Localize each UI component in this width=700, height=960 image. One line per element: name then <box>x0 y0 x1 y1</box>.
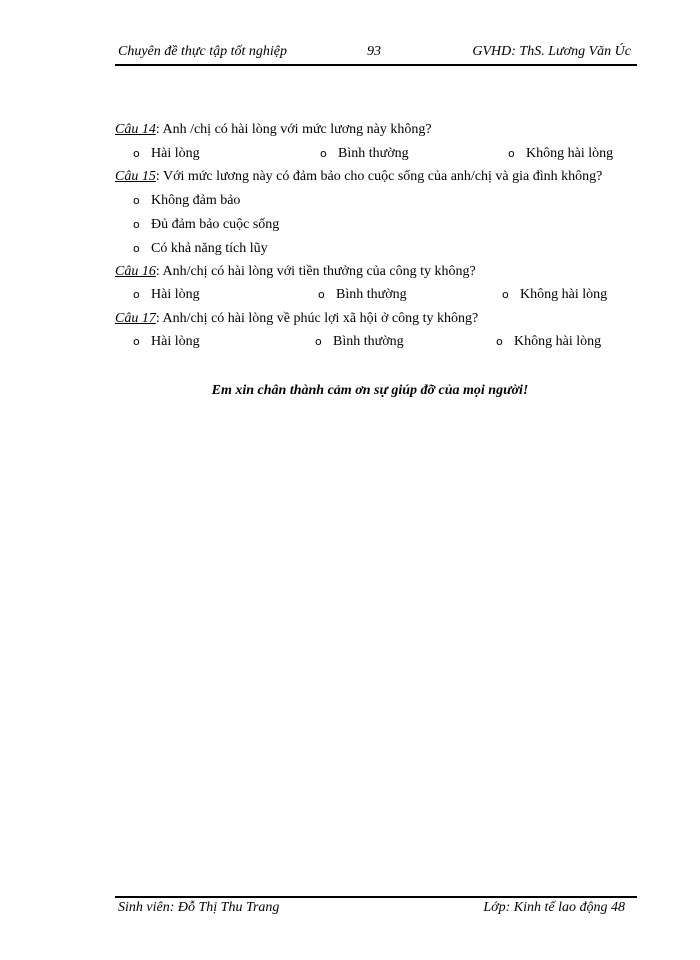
question-16 <box>115 263 476 281</box>
question-text: : Với mức lương này có đảm bảo cho cuộc sống của anh/chị và gia đình không? <box>155 169 603 184</box>
option-q14-1[interactable] <box>133 145 200 163</box>
option-label: Không đảm bảo <box>151 193 241 208</box>
bullet-icon: o <box>502 288 509 301</box>
bullet-icon: o <box>133 242 140 255</box>
option-q14-3[interactable] <box>508 145 613 163</box>
option-label: Hài lòng <box>151 287 200 302</box>
page-footer <box>115 900 637 920</box>
page-number: 93 <box>367 44 381 59</box>
option-label: Bình thường <box>338 146 409 161</box>
header-title: Chuyên đề thực tập tốt nghiệp <box>118 44 287 59</box>
question-17 <box>115 310 478 328</box>
question-text: : Anh/chị có hài lòng với tiền thưởng của công ty không? <box>155 264 476 279</box>
bullet-icon: o <box>133 194 140 207</box>
bullet-icon: o <box>496 335 503 348</box>
option-q15-1[interactable] <box>133 192 240 210</box>
page-header <box>115 44 637 64</box>
question-text: : Anh/chị có hài lòng về phúc lợi xã hội ở công ty không? <box>155 311 479 326</box>
option-label: Không hài lòng <box>526 146 614 161</box>
bullet-icon: o <box>133 288 140 301</box>
header-rule <box>115 64 637 66</box>
footer-rule <box>115 896 637 898</box>
option-label: Bình thường <box>336 287 407 302</box>
bullet-icon: o <box>133 218 140 231</box>
option-q16-1[interactable] <box>133 286 200 304</box>
header-supervisor: GVHD: ThS. Lương Văn Úc <box>472 44 631 59</box>
option-q16-3[interactable] <box>502 286 607 304</box>
option-q15-2[interactable] <box>133 216 279 234</box>
option-q14-2[interactable] <box>320 145 409 163</box>
bullet-icon: o <box>133 147 140 160</box>
option-label: Bình thường <box>333 334 404 349</box>
option-label: Có khả năng tích lũy <box>151 241 268 256</box>
bullet-icon: o <box>318 288 325 301</box>
bullet-icon: o <box>508 147 515 160</box>
bullet-icon: o <box>315 335 322 348</box>
question-label: Câu 15 <box>115 169 156 184</box>
question-14 <box>115 121 432 139</box>
option-label: Hài lòng <box>151 334 200 349</box>
option-q17-1[interactable] <box>133 333 200 351</box>
question-text: : Anh /chị có hài lòng với mức lương này không? <box>155 122 432 137</box>
question-label: Câu 16 <box>115 264 156 279</box>
bullet-icon: o <box>320 147 327 160</box>
closing-thanks: Em xin chân thành cảm ơn sự giúp đỡ của mọi người! <box>211 383 529 398</box>
option-q16-2[interactable] <box>318 286 407 304</box>
question-label: Câu 14 <box>115 122 156 137</box>
question-label: Câu 17 <box>115 311 156 326</box>
footer-student: Sinh viên: Đỗ Thị Thu Trang <box>118 900 280 915</box>
footer-class: Lớp: Kinh tế lao động 48 <box>483 900 625 915</box>
bullet-icon: o <box>133 335 140 348</box>
question-15 <box>115 168 602 186</box>
option-label: Hài lòng <box>151 146 200 161</box>
option-label: Không hài lòng <box>520 287 608 302</box>
option-q15-3[interactable] <box>133 240 268 258</box>
option-label: Không hài lòng <box>514 334 602 349</box>
option-q17-3[interactable] <box>496 333 601 351</box>
option-q17-2[interactable] <box>315 333 404 351</box>
option-label: Đủ đảm bảo cuộc sống <box>151 217 280 232</box>
